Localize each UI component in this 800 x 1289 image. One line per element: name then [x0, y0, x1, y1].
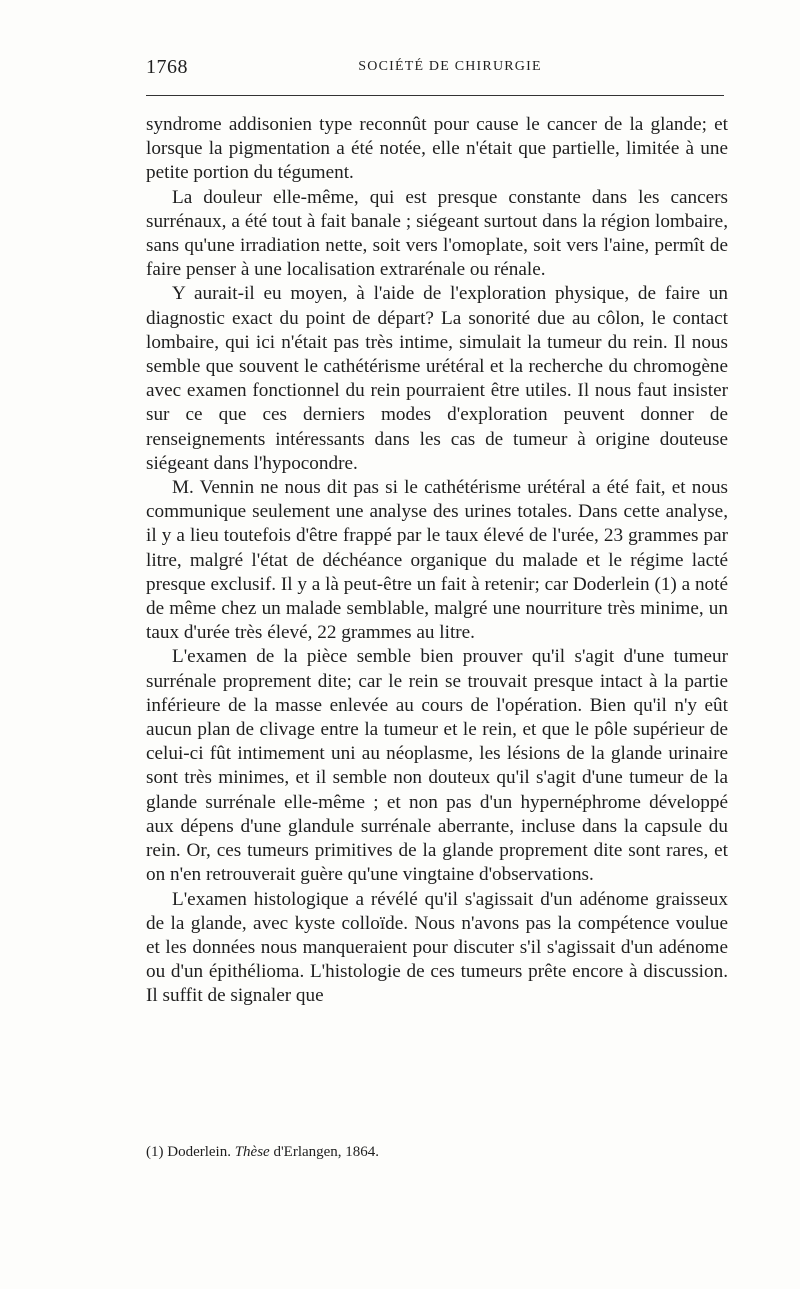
paragraph-4: M. Vennin ne nous dit pas si le cathétérisme urétéral a été fait, et nous communique seulement une analyse des urines totales. Dans cette analyse, il y a lieu toutefois d'être frappé par le taux élevé de l'urée, 23 grammes par litre, malgré l'état de déchéance organique du malade et le régime lacté presque exclusif. Il y a là peut-être un fait à retenir; car Doderlein (1) a noté de même chez un malade semblable, malgré une nourriture très minime, un taux d'urée très élevé, 22 grammes au litre. [146, 477, 728, 644]
footnote-title: Thèse [234, 1144, 270, 1160]
paragraph-3: Y aurait-il eu moyen, à l'aide de l'exploration physique, de faire un diagnostic exact du point de départ? La sonorité due au côlon, le contact lombaire, qui ici n'était pas très intime, simulait la tumeur du rein. Il nous semble que souvent le cathétérisme urétéral et la recherche du chromogène avec examen fonctionnel du rein pourraient être utiles. Il nous faut insister sur ce que ces derniers modes d'exploration peuvent donner de renseignements intéressants dans les cas de tumeur à origine douteuse siégeant dans l'hypocondre. [146, 283, 728, 474]
paragraph-1: syndrome addisonien type reconnût pour cause le cancer de la glande; et lorsque la pigmentation a été notée, elle n'était que partielle, limitée à une petite portion du tégument. [146, 114, 728, 184]
paragraph-2: La douleur elle-même, qui est presque constante dans les cancers surrénaux, a été tout à fait banale ; siégeant surtout dans la région lombaire, sans qu'une irradiation nette, soit vers l'omoplate, soit vers l'aine, permît de faire penser à une localisation extrarénale ou rénale. [146, 186, 728, 281]
footnote [146, 1142, 728, 1162]
body-text [146, 113, 728, 1009]
page-header [146, 56, 724, 84]
running-title: SOCIÉTÉ DE CHIRURGIE [358, 59, 542, 74]
paragraph-5: L'examen de la pièce semble bien prouver qu'il s'agit d'une tumeur surrénale proprement dite; car le rein se trouvait presque intact à la partie inférieure de la masse enlevée au cours de l'opération. Bien qu'il n'y eût aucun plan de clivage entre la tumeur et le rein, et que le pôle supérieur de celui-ci fût intimement uni au néoplasme, les lésions de la glande urinaire sont très minimes, et il semble non douteux qu'il s'agit d'une tumeur de la glande surrénale elle-même ; et non pas d'un hypernéphrome développé aux dépens d'une glandule surrénale aberrante, incluse dans la capsule du rein. Or, ces tumeurs primitives de la glande proprement dite sont rares, et on n'en retrouverait guère qu'une vingtaine d'observations. [146, 646, 728, 886]
footnote-rest: d'Erlangen, 1864. [273, 1144, 380, 1160]
paragraph-6: L'examen histologique a révélé qu'il s'agissait d'un adénome graisseux de la glande, avec kyste colloïde. Nous n'avons pas la compétence voulue et les données nous manqueraient pour discuter s'il s'agissait d'un adénome ou d'un épithélioma. L'histologie de ces tumeurs prête encore à discussion. Il suffit de signaler que [146, 888, 728, 1007]
header-rule [146, 95, 724, 96]
footnote-marker: (1) Doderlein. [146, 1144, 231, 1160]
page-number: 1768 [146, 56, 188, 78]
